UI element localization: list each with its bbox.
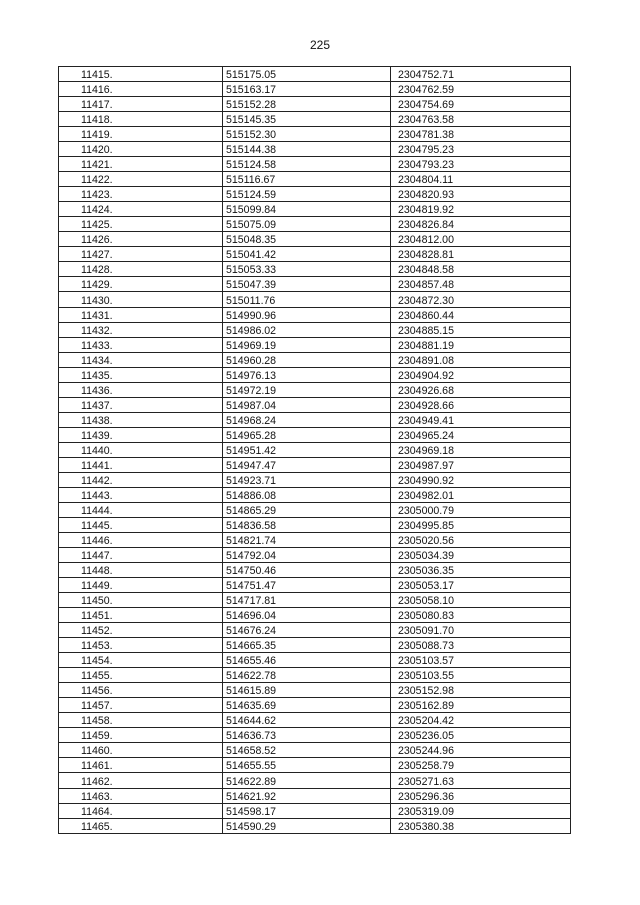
table-row: [59, 337, 571, 352]
x-coordinate-cell: 514821.74: [223, 532, 391, 547]
y-coordinate-cell: 2305053.17: [391, 578, 571, 593]
table-row: [59, 322, 571, 337]
point-number-cell: 11439.: [59, 427, 223, 442]
y-coordinate-cell: 2304881.19: [391, 337, 571, 352]
x-coordinate-cell: 515152.30: [223, 127, 391, 142]
table-body: [59, 67, 571, 834]
table-row: [59, 277, 571, 292]
y-coordinate-cell: 2304828.81: [391, 247, 571, 262]
point-number-cell: 11429.: [59, 277, 223, 292]
point-number-cell: 11426.: [59, 232, 223, 247]
table-row: [59, 668, 571, 683]
table-row: [59, 683, 571, 698]
point-number-cell: 11437.: [59, 397, 223, 412]
point-number-cell: 11443.: [59, 487, 223, 502]
x-coordinate-cell: 515099.84: [223, 202, 391, 217]
y-coordinate-cell: 2305152.98: [391, 683, 571, 698]
table-row: [59, 638, 571, 653]
y-coordinate-cell: 2305058.10: [391, 593, 571, 608]
table-row: [59, 67, 571, 82]
table-row: [59, 172, 571, 187]
y-coordinate-cell: 2304885.15: [391, 322, 571, 337]
x-coordinate-cell: 515124.59: [223, 187, 391, 202]
point-number-cell: 11462.: [59, 773, 223, 788]
x-coordinate-cell: 514696.04: [223, 608, 391, 623]
x-coordinate-cell: 514836.58: [223, 517, 391, 532]
point-number-cell: 11457.: [59, 698, 223, 713]
y-coordinate-cell: 2305091.70: [391, 623, 571, 638]
y-coordinate-cell: 2304781.38: [391, 127, 571, 142]
x-coordinate-cell: 515041.42: [223, 247, 391, 262]
x-coordinate-cell: 515053.33: [223, 262, 391, 277]
table-row: [59, 397, 571, 412]
x-coordinate-cell: 514951.42: [223, 442, 391, 457]
point-number-cell: 11434.: [59, 352, 223, 367]
table-row: [59, 608, 571, 623]
point-number-cell: 11458.: [59, 713, 223, 728]
point-number-cell: 11419.: [59, 127, 223, 142]
point-number-cell: 11436.: [59, 382, 223, 397]
table-row: [59, 563, 571, 578]
y-coordinate-cell: 2305258.79: [391, 758, 571, 773]
table-row: [59, 112, 571, 127]
point-number-cell: 11446.: [59, 532, 223, 547]
y-coordinate-cell: 2305034.39: [391, 548, 571, 563]
point-number-cell: 11440.: [59, 442, 223, 457]
x-coordinate-cell: 514865.29: [223, 502, 391, 517]
x-coordinate-cell: 514986.02: [223, 322, 391, 337]
point-number-cell: 11423.: [59, 187, 223, 202]
x-coordinate-cell: 515011.76: [223, 292, 391, 307]
y-coordinate-cell: 2304763.58: [391, 112, 571, 127]
point-number-cell: 11442.: [59, 472, 223, 487]
x-coordinate-cell: 514621.92: [223, 788, 391, 803]
point-number-cell: 11438.: [59, 412, 223, 427]
table-row: [59, 187, 571, 202]
table-row: [59, 292, 571, 307]
y-coordinate-cell: 2304752.71: [391, 67, 571, 82]
x-coordinate-cell: 514976.13: [223, 367, 391, 382]
x-coordinate-cell: 514655.46: [223, 653, 391, 668]
point-number-cell: 11459.: [59, 728, 223, 743]
point-number-cell: 11428.: [59, 262, 223, 277]
x-coordinate-cell: 514590.29: [223, 818, 391, 833]
y-coordinate-cell: 2304762.59: [391, 82, 571, 97]
x-coordinate-cell: 515163.17: [223, 82, 391, 97]
y-coordinate-cell: 2304826.84: [391, 217, 571, 232]
table-row: [59, 773, 571, 788]
y-coordinate-cell: 2305244.96: [391, 743, 571, 758]
table-row: [59, 653, 571, 668]
point-number-cell: 11421.: [59, 157, 223, 172]
point-number-cell: 11451.: [59, 608, 223, 623]
point-number-cell: 11448.: [59, 563, 223, 578]
table-row: [59, 728, 571, 743]
table-row: [59, 232, 571, 247]
point-number-cell: 11464.: [59, 803, 223, 818]
y-coordinate-cell: 2304860.44: [391, 307, 571, 322]
x-coordinate-cell: 515116.67: [223, 172, 391, 187]
x-coordinate-cell: 514635.69: [223, 698, 391, 713]
y-coordinate-cell: 2305088.73: [391, 638, 571, 653]
x-coordinate-cell: 515145.35: [223, 112, 391, 127]
point-number-cell: 11450.: [59, 593, 223, 608]
x-coordinate-cell: 514960.28: [223, 352, 391, 367]
y-coordinate-cell: 2305036.35: [391, 563, 571, 578]
point-number-cell: 11422.: [59, 172, 223, 187]
table-row: [59, 427, 571, 442]
table-row: [59, 457, 571, 472]
point-number-cell: 11452.: [59, 623, 223, 638]
point-number-cell: 11435.: [59, 367, 223, 382]
table-row: [59, 532, 571, 547]
table-row: [59, 412, 571, 427]
y-coordinate-cell: 2305000.79: [391, 502, 571, 517]
x-coordinate-cell: 514676.24: [223, 623, 391, 638]
point-number-cell: 11433.: [59, 337, 223, 352]
table-row: [59, 548, 571, 563]
point-number-cell: 11441.: [59, 457, 223, 472]
table-row: [59, 307, 571, 322]
y-coordinate-cell: 2304795.23: [391, 142, 571, 157]
y-coordinate-cell: 2304804.11: [391, 172, 571, 187]
point-number-cell: 11463.: [59, 788, 223, 803]
table-row: [59, 743, 571, 758]
point-number-cell: 11424.: [59, 202, 223, 217]
table-row: [59, 487, 571, 502]
x-coordinate-cell: 514990.96: [223, 307, 391, 322]
point-number-cell: 11465.: [59, 818, 223, 833]
table-row: [59, 698, 571, 713]
x-coordinate-cell: 514658.52: [223, 743, 391, 758]
x-coordinate-cell: 514923.71: [223, 472, 391, 487]
x-coordinate-cell: 514972.19: [223, 382, 391, 397]
x-coordinate-cell: 515075.09: [223, 217, 391, 232]
x-coordinate-cell: 514615.89: [223, 683, 391, 698]
y-coordinate-cell: 2305080.83: [391, 608, 571, 623]
point-number-cell: 11456.: [59, 683, 223, 698]
y-coordinate-cell: 2304904.92: [391, 367, 571, 382]
y-coordinate-cell: 2304926.68: [391, 382, 571, 397]
table-row: [59, 442, 571, 457]
y-coordinate-cell: 2304754.69: [391, 97, 571, 112]
y-coordinate-cell: 2304891.08: [391, 352, 571, 367]
point-number-cell: 11432.: [59, 322, 223, 337]
x-coordinate-cell: 514622.78: [223, 668, 391, 683]
y-coordinate-cell: 2304857.48: [391, 277, 571, 292]
x-coordinate-cell: 514665.35: [223, 638, 391, 653]
table-row: [59, 97, 571, 112]
x-coordinate-cell: 514622.89: [223, 773, 391, 788]
table-row: [59, 82, 571, 97]
y-coordinate-cell: 2305296.36: [391, 788, 571, 803]
y-coordinate-cell: 2305271.63: [391, 773, 571, 788]
table-row: [59, 247, 571, 262]
point-number-cell: 11445.: [59, 517, 223, 532]
table-row: [59, 578, 571, 593]
x-coordinate-cell: 515047.39: [223, 277, 391, 292]
point-number-cell: 11431.: [59, 307, 223, 322]
x-coordinate-cell: 514655.55: [223, 758, 391, 773]
x-coordinate-cell: 515175.05: [223, 67, 391, 82]
table-row: [59, 352, 571, 367]
x-coordinate-cell: 514636.73: [223, 728, 391, 743]
point-number-cell: 11454.: [59, 653, 223, 668]
y-coordinate-cell: 2305020.56: [391, 532, 571, 547]
point-number-cell: 11418.: [59, 112, 223, 127]
table-row: [59, 127, 571, 142]
table-row: [59, 788, 571, 803]
x-coordinate-cell: 515048.35: [223, 232, 391, 247]
table-row: [59, 142, 571, 157]
point-number-cell: 11427.: [59, 247, 223, 262]
x-coordinate-cell: 515124.58: [223, 157, 391, 172]
y-coordinate-cell: 2305236.05: [391, 728, 571, 743]
y-coordinate-cell: 2304982.01: [391, 487, 571, 502]
x-coordinate-cell: 514750.46: [223, 563, 391, 578]
x-coordinate-cell: 514969.19: [223, 337, 391, 352]
table-row: [59, 202, 571, 217]
y-coordinate-cell: 2304848.58: [391, 262, 571, 277]
y-coordinate-cell: 2304820.93: [391, 187, 571, 202]
x-coordinate-cell: 514987.04: [223, 397, 391, 412]
x-coordinate-cell: 515152.28: [223, 97, 391, 112]
point-number-cell: 11455.: [59, 668, 223, 683]
x-coordinate-cell: 514644.62: [223, 713, 391, 728]
x-coordinate-cell: 514965.28: [223, 427, 391, 442]
table-row: [59, 157, 571, 172]
y-coordinate-cell: 2304965.24: [391, 427, 571, 442]
y-coordinate-cell: 2305319.09: [391, 803, 571, 818]
point-number-cell: 11449.: [59, 578, 223, 593]
y-coordinate-cell: 2305204.42: [391, 713, 571, 728]
table-row: [59, 758, 571, 773]
table-row: [59, 593, 571, 608]
x-coordinate-cell: 514947.47: [223, 457, 391, 472]
y-coordinate-cell: 2304812.00: [391, 232, 571, 247]
x-coordinate-cell: 514751.47: [223, 578, 391, 593]
y-coordinate-cell: 2304969.18: [391, 442, 571, 457]
y-coordinate-cell: 2305162.89: [391, 698, 571, 713]
y-coordinate-cell: 2304949.41: [391, 412, 571, 427]
y-coordinate-cell: 2305103.55: [391, 668, 571, 683]
point-number-cell: 11425.: [59, 217, 223, 232]
y-coordinate-cell: 2304990.92: [391, 472, 571, 487]
point-number-cell: 11453.: [59, 638, 223, 653]
y-coordinate-cell: 2305103.57: [391, 653, 571, 668]
y-coordinate-cell: 2304872.30: [391, 292, 571, 307]
table-row: [59, 517, 571, 532]
table-row: [59, 502, 571, 517]
x-coordinate-cell: 514886.08: [223, 487, 391, 502]
point-number-cell: 11416.: [59, 82, 223, 97]
point-number-cell: 11415.: [59, 67, 223, 82]
table-row: [59, 382, 571, 397]
point-number-cell: 11461.: [59, 758, 223, 773]
table-row: [59, 818, 571, 833]
x-coordinate-cell: 514792.04: [223, 548, 391, 563]
table-row: [59, 472, 571, 487]
y-coordinate-cell: 2304928.66: [391, 397, 571, 412]
y-coordinate-cell: 2305380.38: [391, 818, 571, 833]
y-coordinate-cell: 2304987.97: [391, 457, 571, 472]
point-number-cell: 11430.: [59, 292, 223, 307]
point-number-cell: 11444.: [59, 502, 223, 517]
table-row: [59, 262, 571, 277]
table-row: [59, 367, 571, 382]
table-row: [59, 623, 571, 638]
table-row: [59, 713, 571, 728]
x-coordinate-cell: 515144.38: [223, 142, 391, 157]
point-number-cell: 11420.: [59, 142, 223, 157]
coordinate-table: [58, 66, 571, 834]
y-coordinate-cell: 2304793.23: [391, 157, 571, 172]
page-number: 225: [309, 38, 331, 52]
table-row: [59, 217, 571, 232]
y-coordinate-cell: 2304819.92: [391, 202, 571, 217]
x-coordinate-cell: 514598.17: [223, 803, 391, 818]
table-row: [59, 803, 571, 818]
point-number-cell: 11417.: [59, 97, 223, 112]
y-coordinate-cell: 2304995.85: [391, 517, 571, 532]
point-number-cell: 11460.: [59, 743, 223, 758]
x-coordinate-cell: 514968.24: [223, 412, 391, 427]
point-number-cell: 11447.: [59, 548, 223, 563]
x-coordinate-cell: 514717.81: [223, 593, 391, 608]
